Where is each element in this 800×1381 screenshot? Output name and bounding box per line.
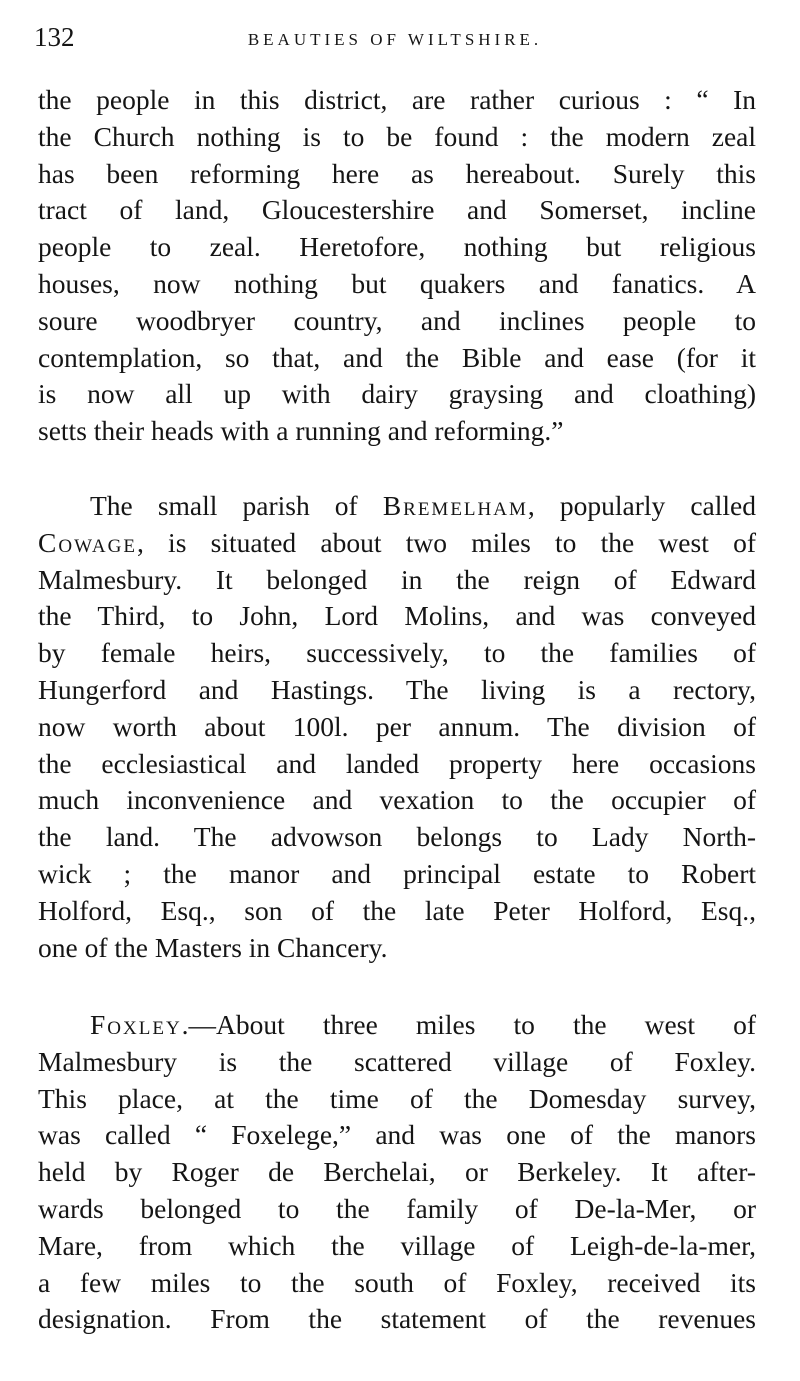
text-line xyxy=(38,1191,756,1228)
text-segment: houses, now nothing but quakers and fanatics. A xyxy=(38,267,756,299)
text-line xyxy=(38,635,756,672)
text-line xyxy=(38,598,756,635)
text-line xyxy=(38,1117,756,1154)
text-line xyxy=(38,672,756,709)
text-segment: , popularly called xyxy=(527,490,756,521)
paragraph-bremelham xyxy=(38,488,756,966)
running-title: BEAUTIES OF WILTSHIRE. xyxy=(247,30,543,49)
text-segment: people to zeal. Heretofore, nothing but religious xyxy=(38,231,756,263)
text-segment: Hungerford and Hastings. The living is a rectory, xyxy=(38,673,756,705)
text-segment: This place, at the time of the Domesday survey, xyxy=(38,1082,756,1114)
text-line xyxy=(38,1154,756,1191)
text-segment: the Church nothing is to be found : the modern zeal xyxy=(38,120,756,152)
text-segment: was called “ Foxelege,” and was one of the manors xyxy=(38,1119,756,1151)
text-segment: now worth about 100l. per annum. The division of xyxy=(38,710,756,742)
text-segment: wick ; the manor and principal estate to Robert xyxy=(38,857,756,889)
text-segment: the Third, to John, Lord Molins, and was conveyed xyxy=(38,600,756,632)
text-line xyxy=(38,192,756,229)
text-line xyxy=(38,709,756,746)
text-line xyxy=(38,562,756,599)
text-line xyxy=(38,856,756,893)
small-caps-name: Foxley xyxy=(90,1009,182,1040)
text-line xyxy=(38,782,756,819)
text-segment: soure woodbryer country, and inclines people to xyxy=(38,304,756,336)
text-segment: is now all up with dairy graysing and cloathing) xyxy=(38,378,756,410)
text-segment: contemplation, so that, and the Bible and ease (for it xyxy=(38,341,756,373)
text-line xyxy=(38,1301,756,1338)
text-segment: Mare, from which the village of Leigh-de-la-mer, xyxy=(38,1229,756,1261)
text-segment: The small parish of xyxy=(90,490,383,521)
text-line xyxy=(38,1007,756,1044)
text-segment: the ecclesiastical and landed property here occasions xyxy=(38,747,756,779)
text-segment: , is situated about two miles to the west of xyxy=(136,526,756,558)
text-segment: designation. From the statement of the revenues xyxy=(38,1303,756,1335)
text-segment: by female heirs, successively, to the families of xyxy=(38,637,756,669)
text-line xyxy=(38,413,756,450)
page-number: 132 xyxy=(34,22,75,52)
text-line xyxy=(38,82,756,119)
text-segment: Holford, Esq., son of the late Peter Holford, Esq., xyxy=(38,894,756,926)
text-segment: .—About three miles to the west of xyxy=(181,1009,756,1040)
text-segment: Malmesbury. It belonged in the reign of Edward xyxy=(38,563,756,595)
text-line xyxy=(38,525,756,562)
text-line xyxy=(38,303,756,340)
paragraph-quotation-end xyxy=(38,82,756,450)
text-segment: wards belonged to the family of De-la-Mer, or xyxy=(38,1192,756,1224)
text-line xyxy=(38,119,756,156)
text-line xyxy=(38,156,756,193)
text-line xyxy=(38,1081,756,1118)
text-line xyxy=(38,488,756,525)
text-segment: held by Roger de Berchelai, or Berkeley. It after- xyxy=(38,1156,756,1188)
paragraph-foxley xyxy=(38,1007,756,1338)
text-line xyxy=(38,1265,756,1302)
text-segment: setts their heads with a running and reforming.” xyxy=(38,415,564,447)
text-line xyxy=(38,340,756,377)
text-line xyxy=(38,893,756,930)
text-segment: Malmesbury is the scattered village of Foxley. xyxy=(38,1045,756,1077)
text-segment: has been reforming here as hereabout. Surely this xyxy=(38,157,756,189)
text-line xyxy=(38,1044,756,1081)
small-caps-name: Cowage xyxy=(38,526,137,558)
text-line xyxy=(38,266,756,303)
text-line xyxy=(38,1228,756,1265)
text-segment: much inconvenience and vexation to the occupier of xyxy=(38,784,756,816)
text-segment: a few miles to the south of Foxley, received its xyxy=(38,1266,756,1298)
text-line xyxy=(38,930,756,967)
page-header xyxy=(34,22,756,58)
text-segment: the people in this district, are rather curious : “ In xyxy=(38,84,756,115)
text-line xyxy=(38,819,756,856)
text-segment: the land. The advowson belongs to Lady North- xyxy=(38,821,756,853)
text-segment: one of the Masters in Chancery. xyxy=(38,931,388,963)
text-line xyxy=(38,229,756,266)
text-segment: tract of land, Gloucestershire and Somerset, incline xyxy=(38,194,756,226)
text-line xyxy=(38,746,756,783)
text-line xyxy=(38,376,756,413)
small-caps-name: Bremelham xyxy=(382,490,528,521)
